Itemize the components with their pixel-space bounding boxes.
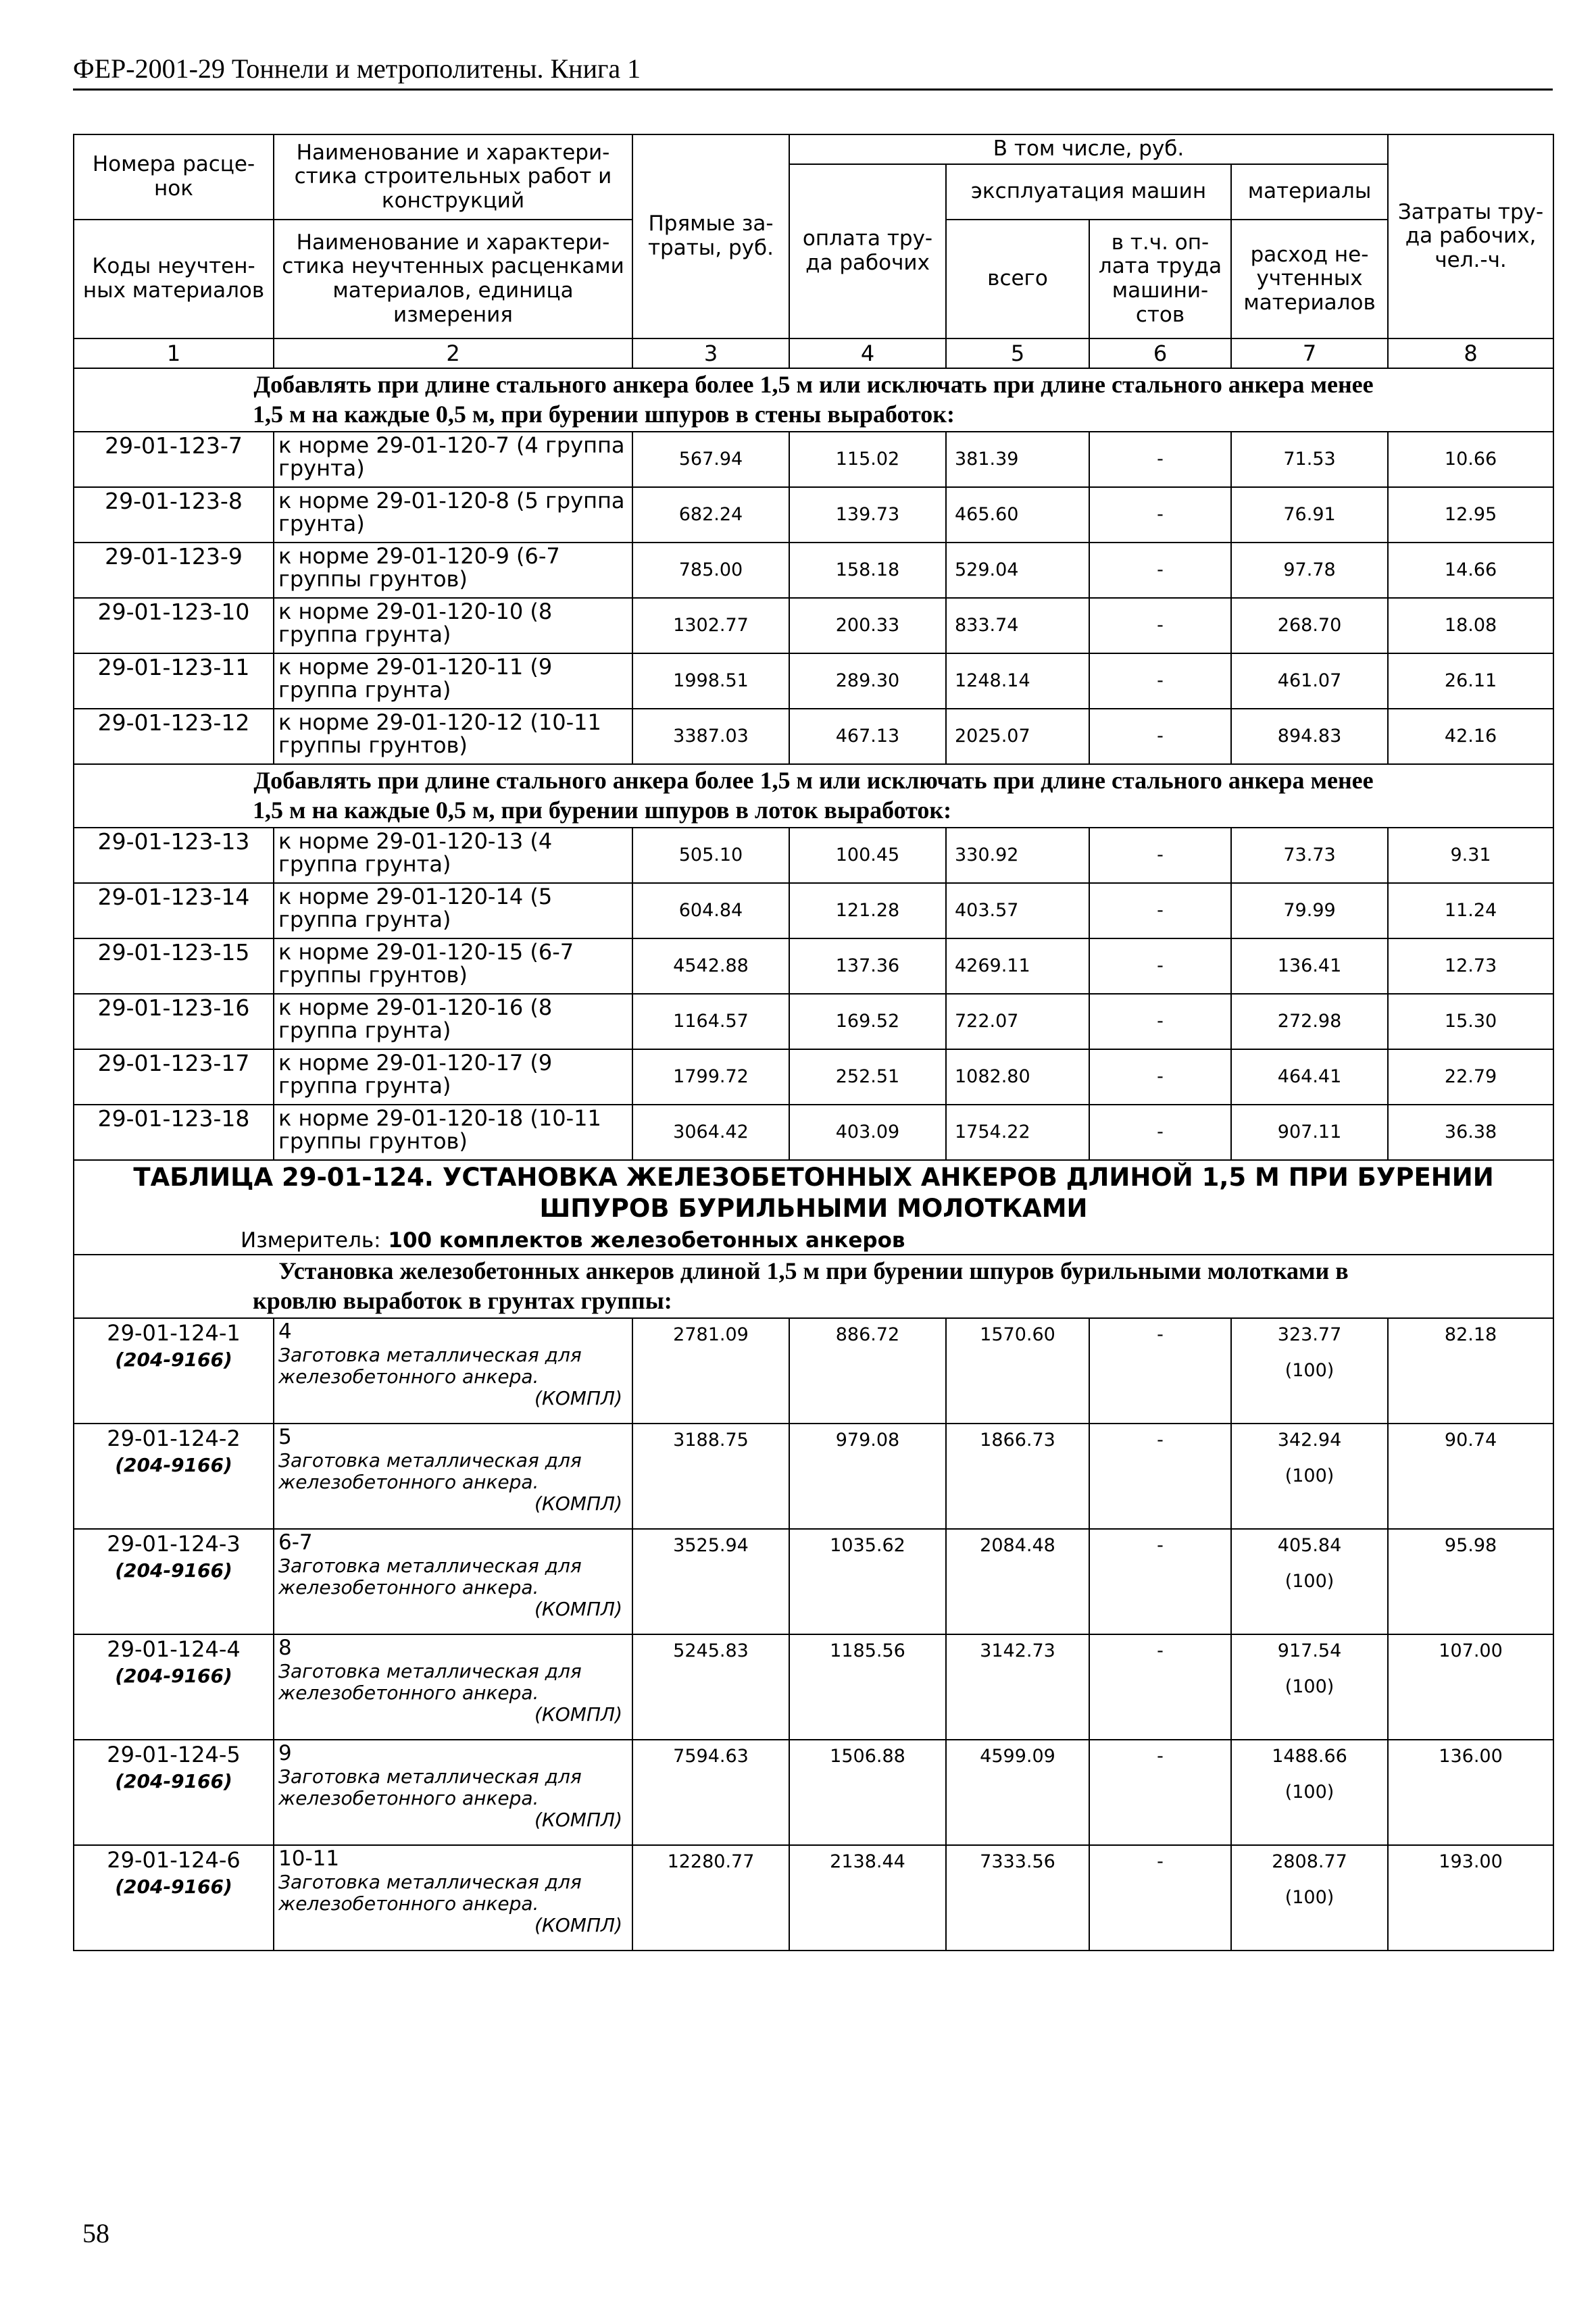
machinist-pay: - [1089, 828, 1231, 883]
material-unit: (КОМПЛ) [534, 1597, 622, 1620]
machines-total: 833.74 [946, 598, 1089, 653]
rate-description: к норме 29-01-120-7 (4 группа грунта) [274, 432, 632, 487]
direct-costs: 3525.94 [632, 1529, 789, 1634]
rate-description: к норме 29-01-120-14 (5 группа грунта) [274, 883, 632, 938]
section-heading-row [74, 1255, 1553, 1318]
table-row [74, 1845, 1553, 1951]
table-row [74, 883, 1553, 938]
labor-hours: 136.00 [1388, 1740, 1553, 1845]
materials-cost: 461.07 [1231, 653, 1388, 709]
materials-cost: 73.73 [1231, 828, 1388, 883]
section-heading-line: 1,5 м на каждые 0,5 м, при бурении шпуров в лоток выработок: [253, 796, 952, 824]
direct-costs: 4542.88 [632, 938, 789, 994]
rate-code: 29-01-124-3 [107, 1530, 241, 1557]
table-row [74, 1424, 1553, 1529]
labor-hours: 15.30 [1388, 994, 1553, 1049]
direct-costs: 5245.83 [632, 1634, 789, 1740]
material-code: (204-9166) [115, 1665, 232, 1688]
rate-code: 29-01-123-14 [74, 883, 274, 938]
machinist-pay: - [1089, 598, 1231, 653]
labor-pay: 100.45 [789, 828, 946, 883]
direct-costs: 1164.57 [632, 994, 789, 1049]
labor-hours: 22.79 [1388, 1049, 1553, 1105]
table-row [74, 1529, 1553, 1634]
material-quantity: (100) [1285, 1359, 1335, 1381]
labor-hours: 82.18 [1388, 1318, 1553, 1424]
materials-cell [1231, 1740, 1388, 1845]
material-code: (204-9166) [115, 1770, 232, 1793]
labor-pay: 289.30 [789, 653, 946, 709]
materials-cost: 71.53 [1231, 432, 1388, 487]
labor-hours: 90.74 [1388, 1424, 1553, 1529]
column-number: 8 [1388, 338, 1553, 368]
column-number: 1 [74, 338, 274, 368]
machinist-pay: - [1089, 1318, 1231, 1424]
rate-code: 29-01-123-8 [74, 487, 274, 543]
direct-costs: 3387.03 [632, 709, 789, 764]
column-number: 5 [946, 338, 1089, 368]
direct-costs: 1998.51 [632, 653, 789, 709]
section-heading-row [74, 368, 1553, 432]
materials-cost: 917.54 [1277, 1640, 1342, 1661]
table-title-line: ШПУРОВ БУРИЛЬНЫМИ МОЛОТКАМИ [539, 1193, 1088, 1223]
direct-costs: 785.00 [632, 543, 789, 598]
machinist-pay: - [1089, 883, 1231, 938]
rate-description-cell [274, 1424, 632, 1529]
soil-group: 6-7 [278, 1530, 313, 1555]
direct-costs: 3188.75 [632, 1424, 789, 1529]
direct-costs: 1799.72 [632, 1049, 789, 1105]
soil-group: 9 [278, 1740, 292, 1765]
table-row [74, 1318, 1553, 1424]
machinist-pay: - [1089, 938, 1231, 994]
material-unit: (КОМПЛ) [534, 1703, 622, 1726]
material-name: Заготовка металлическая для железобетонного анкера. [278, 1765, 582, 1809]
table-row [74, 1105, 1553, 1160]
column-number: 2 [274, 338, 632, 368]
table-row [74, 598, 1553, 653]
rate-code-cell [74, 1424, 274, 1529]
rate-description-cell [274, 1529, 632, 1634]
materials-cost: 323.77 [1277, 1324, 1342, 1345]
rate-description: к норме 29-01-120-16 (8 группа грунта) [274, 994, 632, 1049]
labor-hours: 18.08 [1388, 598, 1553, 653]
table-title [74, 1160, 1553, 1255]
table-title-row [74, 1160, 1553, 1255]
direct-costs: 2781.09 [632, 1318, 789, 1424]
rate-description: к норме 29-01-120-10 (8 группа грунта) [274, 598, 632, 653]
direct-costs: 12280.77 [632, 1845, 789, 1951]
table-row [74, 828, 1553, 883]
rate-code: 29-01-124-5 [107, 1741, 241, 1767]
column-numbers-row [74, 338, 1553, 368]
rate-code: 29-01-123-13 [74, 828, 274, 883]
material-name: Заготовка металлическая для железобетонного анкера. [278, 1554, 582, 1599]
materials-cost: 268.70 [1231, 598, 1388, 653]
rate-code: 29-01-123-7 [74, 432, 274, 487]
machinist-pay: - [1089, 1740, 1231, 1845]
materials-cost: 342.94 [1277, 1429, 1342, 1451]
rate-code: 29-01-124-6 [107, 1846, 241, 1873]
direct-costs: 3064.42 [632, 1105, 789, 1160]
machines-total: 4269.11 [946, 938, 1089, 994]
rate-description: к норме 29-01-120-13 (4 группа грунта) [274, 828, 632, 883]
column-number: 6 [1089, 338, 1231, 368]
machines-total: 2084.48 [946, 1529, 1089, 1634]
materials-cell [1231, 1424, 1388, 1529]
materials-cost: 272.98 [1231, 994, 1388, 1049]
rate-description: к норме 29-01-120-17 (9 группа грунта) [274, 1049, 632, 1105]
section-heading-line: Установка железобетонных анкеров длиной 1,5 м при бурении шпуров бурильными молотками в [278, 1257, 1349, 1285]
measure-unit-value: 100 комплектов железобетонных анкеров [388, 1228, 905, 1253]
rate-code: 29-01-124-2 [107, 1425, 241, 1451]
labor-pay: 115.02 [789, 432, 946, 487]
materials-cell [1231, 1634, 1388, 1740]
column-number: 3 [632, 338, 789, 368]
labor-hours: 11.24 [1388, 883, 1553, 938]
machines-total: 1754.22 [946, 1105, 1089, 1160]
machinist-pay: - [1089, 1845, 1231, 1951]
material-name: Заготовка металлическая для железобетонного анкера. [278, 1449, 582, 1493]
materials-cost: 464.41 [1231, 1049, 1388, 1105]
table-row [74, 487, 1553, 543]
machinist-pay: - [1089, 487, 1231, 543]
machines-total: 722.07 [946, 994, 1089, 1049]
material-unit: (КОМПЛ) [534, 1386, 622, 1409]
labor-pay: 139.73 [789, 487, 946, 543]
materials-cost: 76.91 [1231, 487, 1388, 543]
material-unit: (КОМПЛ) [534, 1913, 622, 1936]
machinist-pay: - [1089, 1634, 1231, 1740]
materials-cell [1231, 1318, 1388, 1424]
material-name: Заготовка металлическая для железобетонного анкера. [278, 1659, 582, 1704]
rates-table-body [74, 134, 1553, 1951]
header-material-codes: Коды неучтен-ных материалов [74, 220, 274, 338]
labor-hours: 36.38 [1388, 1105, 1553, 1160]
material-name: Заготовка металлическая для железобетонного анкера. [278, 1870, 582, 1915]
machines-total: 1082.80 [946, 1049, 1089, 1105]
section-heading [74, 764, 1553, 828]
table-row [74, 1634, 1553, 1740]
labor-pay: 158.18 [789, 543, 946, 598]
header-machines-total: всего [946, 220, 1089, 338]
table-row [74, 543, 1553, 598]
labor-hours: 9.31 [1388, 828, 1553, 883]
direct-costs: 682.24 [632, 487, 789, 543]
machines-total: 1866.73 [946, 1424, 1089, 1529]
section-heading-row [74, 764, 1553, 828]
machines-total: 3142.73 [946, 1634, 1089, 1740]
labor-pay: 200.33 [789, 598, 946, 653]
rate-code-cell [74, 1845, 274, 1951]
labor-pay: 1506.88 [789, 1740, 946, 1845]
machinist-pay: - [1089, 653, 1231, 709]
labor-pay: 1185.56 [789, 1634, 946, 1740]
machines-total: 330.92 [946, 828, 1089, 883]
rate-description: к норме 29-01-120-18 (10-11 группы грунтов) [274, 1105, 632, 1160]
labor-pay: 979.08 [789, 1424, 946, 1529]
table-row [74, 994, 1553, 1049]
rate-code: 29-01-124-1 [107, 1319, 241, 1346]
machines-total: 7333.56 [946, 1845, 1089, 1951]
table-row [74, 1740, 1553, 1845]
rate-description: к норме 29-01-120-8 (5 группа грунта) [274, 487, 632, 543]
rate-description-cell [274, 1740, 632, 1845]
labor-pay: 467.13 [789, 709, 946, 764]
section-heading-line: кровлю выработок в грунтах группы: [253, 1287, 672, 1315]
column-number: 7 [1231, 338, 1388, 368]
labor-pay: 252.51 [789, 1049, 946, 1105]
material-name: Заготовка металлическая для железобетонного анкера. [278, 1343, 582, 1388]
section-heading-line: 1,5 м на каждые 0,5 м, при бурении шпуров в стены выработок: [253, 400, 955, 428]
header-labor-pay: оплата тру-да рабочих [789, 164, 946, 338]
direct-costs: 567.94 [632, 432, 789, 487]
rate-code-cell [74, 1740, 274, 1845]
material-unit: (КОМПЛ) [534, 1808, 622, 1831]
labor-pay: 137.36 [789, 938, 946, 994]
rate-code: 29-01-123-12 [74, 709, 274, 764]
materials-cost: 79.99 [1231, 883, 1388, 938]
labor-pay: 403.09 [789, 1105, 946, 1160]
header-labor-hours: Затраты тру-да рабочих, чел.-ч. [1388, 134, 1553, 338]
page-number: 58 [82, 2218, 109, 2248]
machines-total: 529.04 [946, 543, 1089, 598]
rate-code-cell [74, 1529, 274, 1634]
header-machines: эксплуатация машин [946, 164, 1231, 220]
machinist-pay: - [1089, 1424, 1231, 1529]
rate-code: 29-01-123-15 [74, 938, 274, 994]
machinist-pay: - [1089, 432, 1231, 487]
materials-cell [1231, 1529, 1388, 1634]
labor-hours: 10.66 [1388, 432, 1553, 487]
material-quantity: (100) [1285, 1465, 1335, 1486]
material-code: (204-9166) [115, 1876, 232, 1898]
materials-cost: 2808.77 [1272, 1851, 1347, 1872]
labor-pay: 886.72 [789, 1318, 946, 1424]
labor-pay: 169.52 [789, 994, 946, 1049]
section-heading-line: Добавлять при длине стального анкера более 1,5 м или исключать при длине стального анкера менее [253, 371, 1374, 398]
machinist-pay: - [1089, 1049, 1231, 1105]
rate-code: 29-01-123-11 [74, 653, 274, 709]
machinist-pay: - [1089, 994, 1231, 1049]
rates-table [73, 134, 1554, 1951]
labor-hours: 42.16 [1388, 709, 1553, 764]
direct-costs: 604.84 [632, 883, 789, 938]
material-quantity: (100) [1285, 1570, 1335, 1592]
direct-costs: 1302.77 [632, 598, 789, 653]
rate-description-cell [274, 1318, 632, 1424]
labor-pay: 1035.62 [789, 1529, 946, 1634]
machines-total: 465.60 [946, 487, 1089, 543]
measure-unit-label: Измеритель: [241, 1228, 381, 1253]
section-heading [74, 368, 1553, 432]
materials-cost: 1488.66 [1272, 1745, 1347, 1767]
materials-cost: 907.11 [1231, 1105, 1388, 1160]
material-quantity: (100) [1285, 1781, 1335, 1803]
measure-unit [78, 1228, 1549, 1253]
machinist-pay: - [1089, 1105, 1231, 1160]
labor-pay: 121.28 [789, 883, 946, 938]
materials-cost: 894.83 [1231, 709, 1388, 764]
material-code: (204-9166) [115, 1349, 232, 1372]
rate-code-cell [74, 1318, 274, 1424]
header-material-name: Наименование и характери-стика неучтенных расценками материалов, единица измерения [274, 220, 632, 338]
material-unit: (КОМПЛ) [534, 1492, 622, 1515]
rate-code: 29-01-123-9 [74, 543, 274, 598]
rate-description: к норме 29-01-120-12 (10-11 группы грунтов) [274, 709, 632, 764]
machines-total: 403.57 [946, 883, 1089, 938]
machines-total: 381.39 [946, 432, 1089, 487]
header-unaccounted-materials: расход не-учтенных материалов [1231, 220, 1388, 338]
header-direct-costs: Прямые за-траты, руб. [632, 134, 789, 338]
table-title-line: ТАБЛИЦА 29-01-124. УСТАНОВКА ЖЕЛЕЗОБЕТОННЫХ АНКЕРОВ ДЛИНОЙ 1,5 М ПРИ БУРЕНИИ [133, 1162, 1494, 1192]
labor-hours: 95.98 [1388, 1529, 1553, 1634]
table-row [74, 653, 1553, 709]
machines-total: 2025.07 [946, 709, 1089, 764]
rate-code: 29-01-123-17 [74, 1049, 274, 1105]
rate-code: 29-01-123-10 [74, 598, 274, 653]
rate-description: к норме 29-01-120-15 (6-7 группы грунтов) [274, 938, 632, 994]
labor-hours: 14.66 [1388, 543, 1553, 598]
header-row-1 [74, 134, 1553, 164]
rate-code: 29-01-123-16 [74, 994, 274, 1049]
machines-total: 1248.14 [946, 653, 1089, 709]
rate-code-cell [74, 1634, 274, 1740]
header-machinist-pay: в т.ч. оп-лата труда машини-стов [1089, 220, 1231, 338]
soil-group: 4 [278, 1319, 292, 1344]
running-title: ФЕР-2001-29 Тоннели и метрополитены. Книга 1 [73, 53, 1553, 91]
rate-code: 29-01-123-18 [74, 1105, 274, 1160]
header-work-name: Наименование и характери-стика строительных работ и конструкций [274, 134, 632, 220]
material-quantity: (100) [1285, 1886, 1335, 1908]
direct-costs: 505.10 [632, 828, 789, 883]
header-materials: материалы [1231, 164, 1388, 220]
direct-costs: 7594.63 [632, 1740, 789, 1845]
soil-group: 8 [278, 1635, 292, 1660]
table-row [74, 938, 1553, 994]
materials-cost: 405.84 [1277, 1534, 1342, 1556]
material-code: (204-9166) [115, 1559, 232, 1582]
rate-description: к норме 29-01-120-9 (6-7 группы грунтов) [274, 543, 632, 598]
machinist-pay: - [1089, 709, 1231, 764]
soil-group: 5 [278, 1424, 292, 1449]
labor-hours: 26.11 [1388, 653, 1553, 709]
rate-description: к норме 29-01-120-11 (9 группа грунта) [274, 653, 632, 709]
machines-total: 4599.09 [946, 1740, 1089, 1845]
labor-hours: 107.00 [1388, 1634, 1553, 1740]
material-quantity: (100) [1285, 1676, 1335, 1697]
materials-cell [1231, 1845, 1388, 1951]
materials-cost: 97.78 [1231, 543, 1388, 598]
table-row [74, 1049, 1553, 1105]
header-rate-number: Номера расце-нок [74, 134, 274, 220]
labor-hours: 12.95 [1388, 487, 1553, 543]
materials-cost: 136.41 [1231, 938, 1388, 994]
table-row [74, 709, 1553, 764]
column-number: 4 [789, 338, 946, 368]
header-including: В том числе, руб. [789, 134, 1388, 164]
machinist-pay: - [1089, 543, 1231, 598]
soil-group: 10-11 [278, 1846, 340, 1871]
section-heading-line: Добавлять при длине стального анкера более 1,5 м или исключать при длине стального анкера менее [253, 766, 1374, 794]
table-row [74, 432, 1553, 487]
rate-code: 29-01-124-4 [107, 1636, 241, 1662]
rate-description-cell [274, 1634, 632, 1740]
material-code: (204-9166) [115, 1454, 232, 1477]
machinist-pay: - [1089, 1529, 1231, 1634]
rate-description-cell [274, 1845, 632, 1951]
section-heading [74, 1255, 1553, 1318]
labor-hours: 193.00 [1388, 1845, 1553, 1951]
labor-hours: 12.73 [1388, 938, 1553, 994]
machines-total: 1570.60 [946, 1318, 1089, 1424]
labor-pay: 2138.44 [789, 1845, 946, 1951]
